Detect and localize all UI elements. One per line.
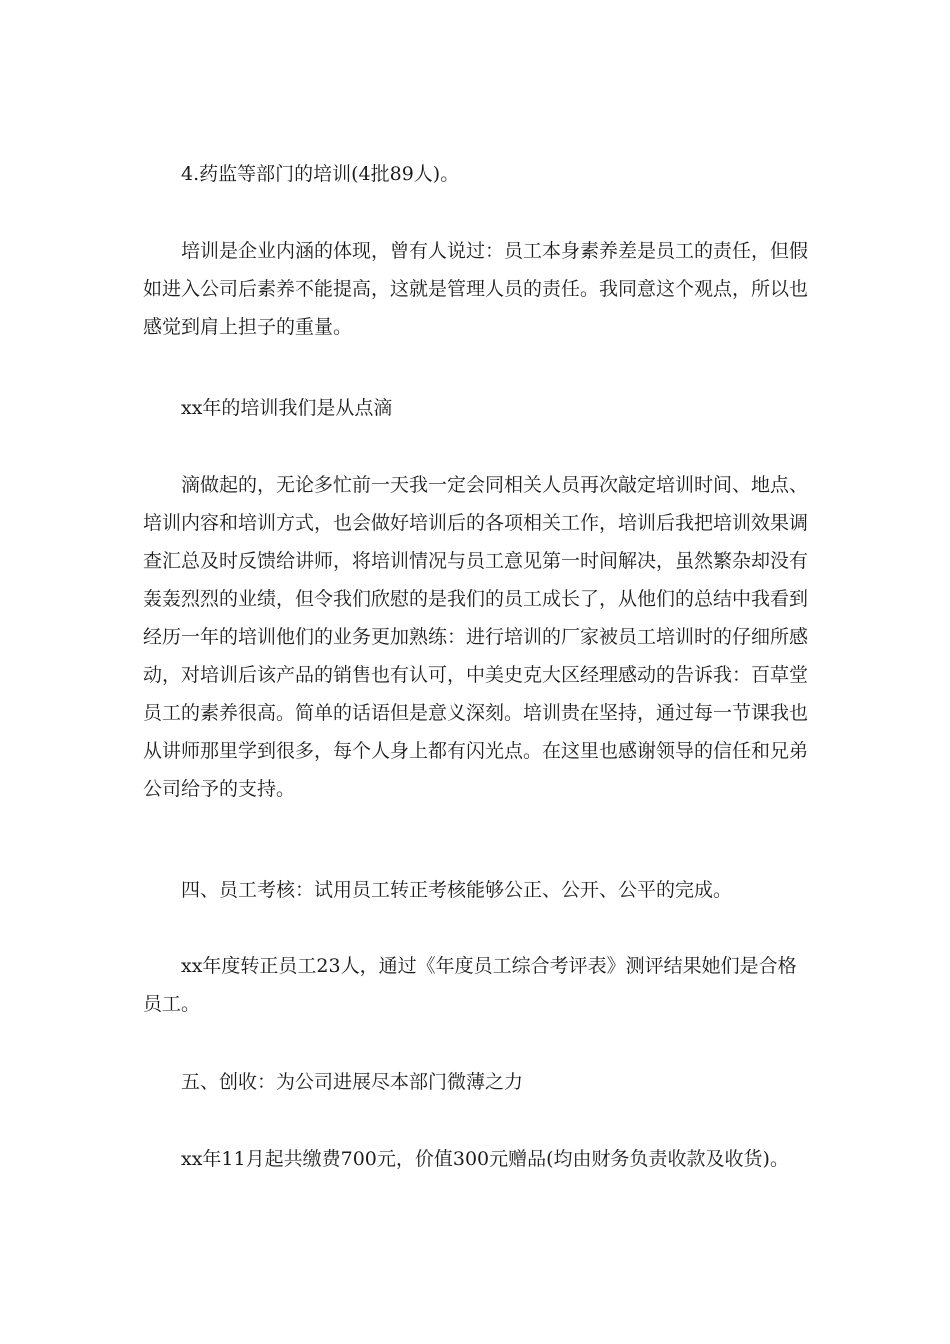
- paragraph-pharma-training: 4.药监等部门的培训(4批89人)。: [181, 163, 460, 185]
- paragraph-training-culture: 培训是企业内涵的体现，曾有人说过：员工本身素养差是员工的责任，但假如进入公司后素养不能提高，这就是管理人员的责任。我同意这个观点，所以也感觉到肩上担子的重量。: [143, 240, 809, 338]
- paragraph-training-details: 滴做起的，无论多忙前一天我一定会同相关人员再次敲定培训时间、地点、培训内容和培训方式，也会做好培训后的各项相关工作，培训后我把培训效果调查汇总及时反馈给讲师，将培训情况与员工意见第一时间解决，虽然繁杂却没有轰轰烈烈的业绩，但令我们欣慰的是我们的员工成长了，从他们的总结中我看到经历一年的培训他们的业务更加熟练：进行培训的厂家被员工培训时的仔细所感动，对培训后该产品的销售也有认可，中美史克大区经理感动的告诉我：百草堂员工的素养很高。简单的话语但是意义深刻。培训贵在坚持，通过每一节课我也从讲师那里学到很多，每个人身上都有闪光点。在这里也感谢领导的信任和兄弟公司给予的支持。: [143, 474, 809, 800]
- paragraph-section-assessment: 四、员工考核：试用员工转正考核能够公正、公开、公平的完成。: [181, 879, 733, 901]
- paragraph-training-start: xx年的培训我们是从点滴: [181, 397, 393, 419]
- paragraph-section-revenue: 五、创收：为公司进展尽本部门微薄之力: [181, 1071, 524, 1093]
- paragraph-assessment-result: xx年度转正员工23人，通过《年度员工综合考评表》测评结果她们是合格员工。: [143, 955, 797, 1015]
- paragraph-revenue-result: xx年11月起共缴费700元，价值300元赠品(均由财务负责收款及收货)。: [181, 1148, 789, 1170]
